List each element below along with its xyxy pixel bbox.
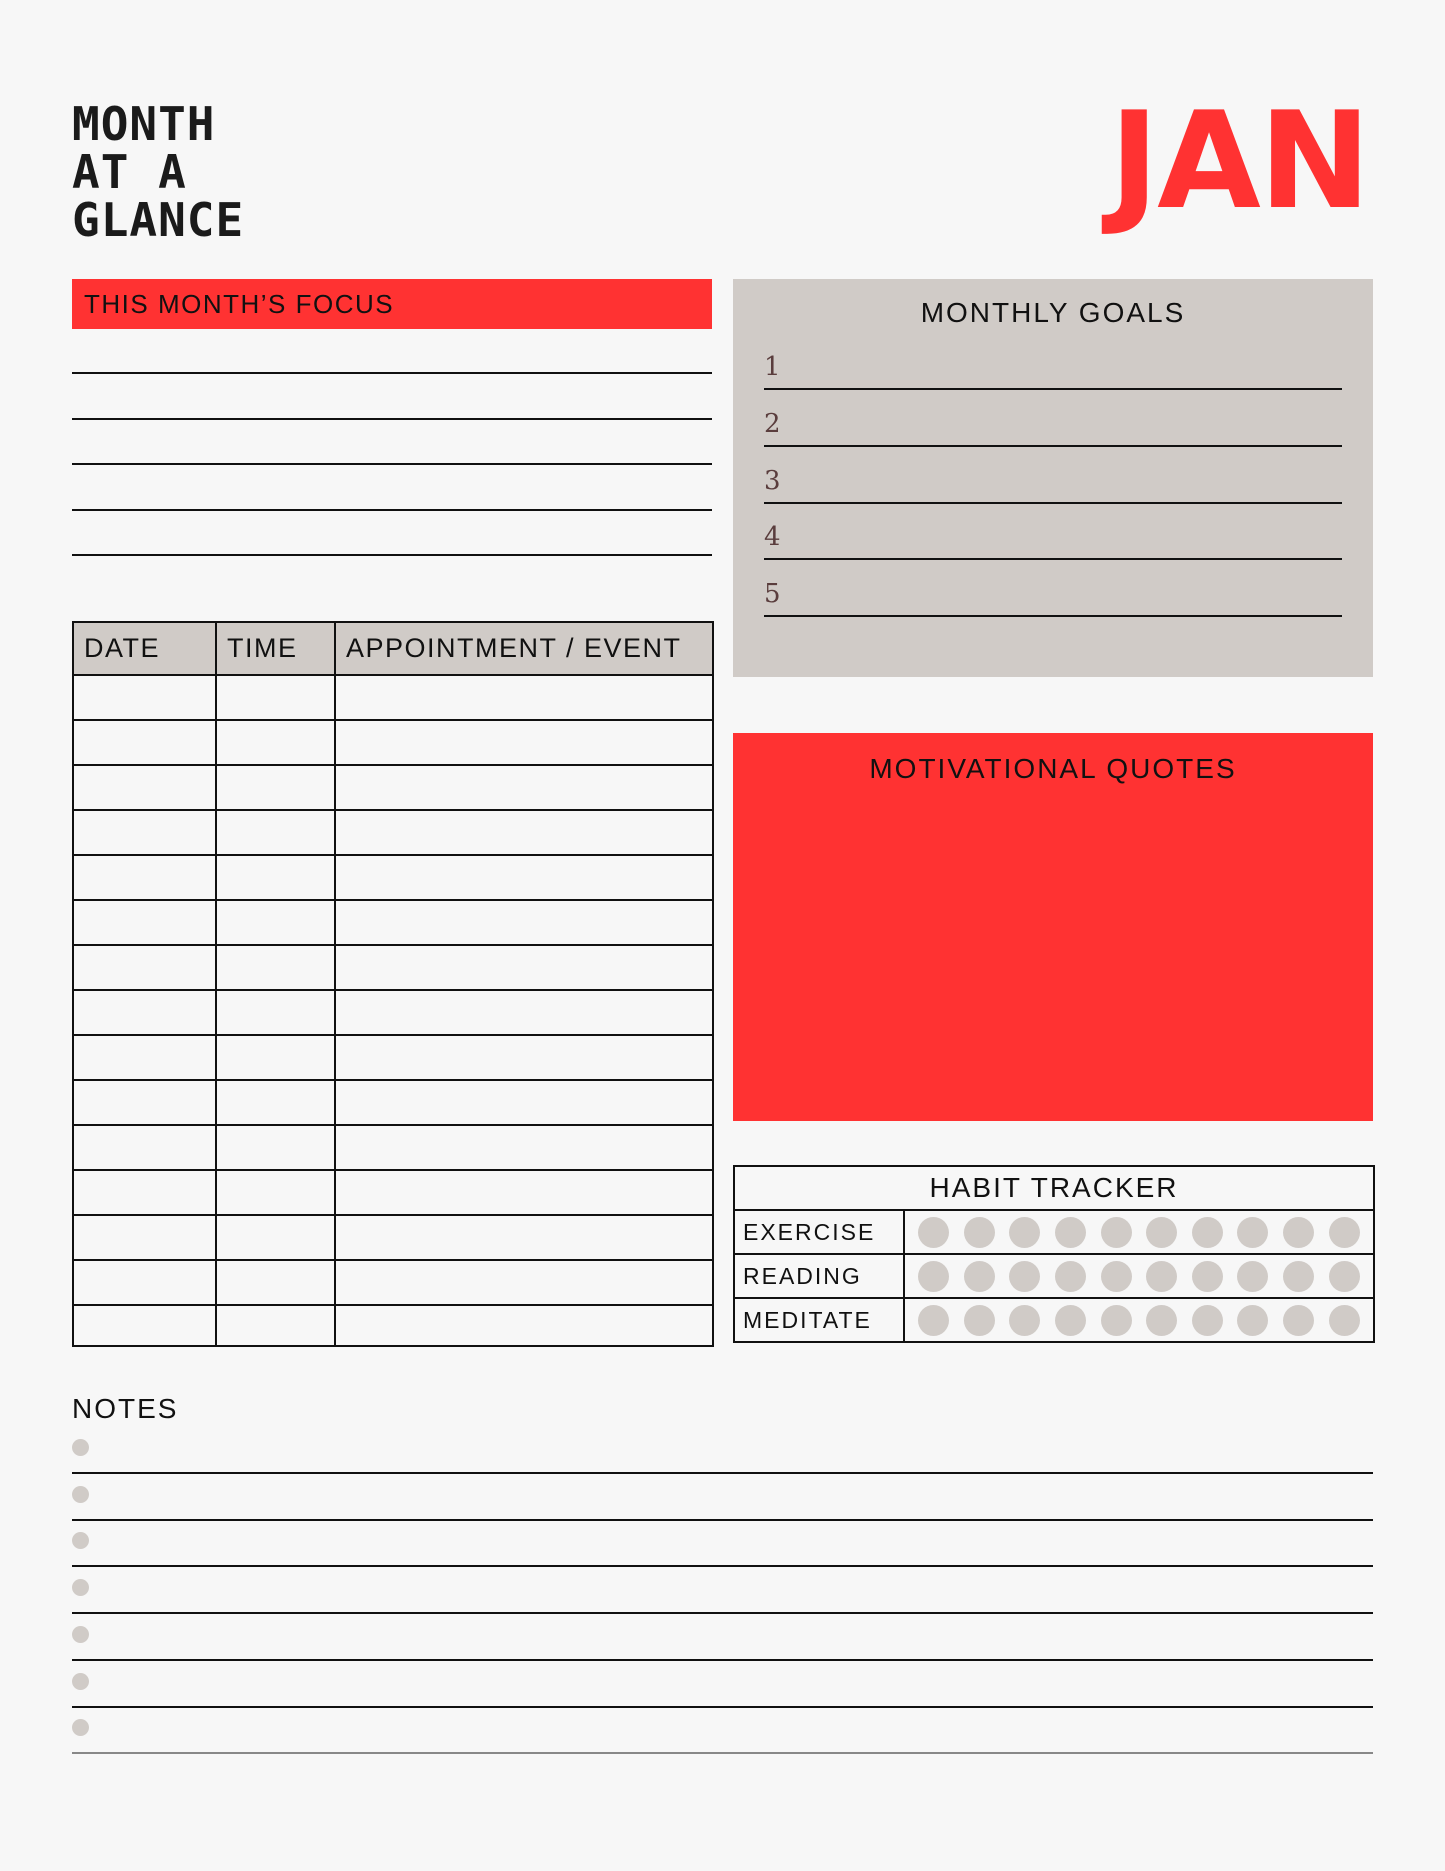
notes-title: NOTES (72, 1393, 179, 1424)
table-row (73, 900, 713, 945)
habit-check-dot[interactable] (1283, 1217, 1314, 1248)
habit-check-dot[interactable] (964, 1305, 995, 1336)
habit-check-dot[interactable] (1009, 1261, 1040, 1292)
bullet-icon (72, 1486, 89, 1503)
habit-dots (905, 1300, 1373, 1340)
habit-check-dot[interactable] (1101, 1217, 1132, 1248)
goal-number: 4 (764, 522, 781, 552)
note-line[interactable] (72, 1567, 1373, 1614)
time-cell[interactable] (216, 810, 335, 855)
goal-row[interactable] (764, 561, 1342, 617)
event-cell[interactable] (335, 990, 713, 1035)
date-cell[interactable] (73, 675, 216, 720)
time-cell[interactable] (216, 1215, 335, 1260)
habit-check-dot[interactable] (1237, 1305, 1268, 1336)
habit-check-dot[interactable] (1146, 1261, 1177, 1292)
event-cell[interactable] (335, 1260, 713, 1305)
habit-check-dot[interactable] (1009, 1305, 1040, 1336)
page-title (72, 97, 392, 247)
title-line-3: GLANCE (72, 193, 245, 247)
focus-write-line[interactable] (72, 554, 712, 556)
bullet-icon (72, 1719, 89, 1736)
date-cell[interactable] (73, 990, 216, 1035)
time-cell[interactable] (216, 945, 335, 990)
habit-check-dot[interactable] (1192, 1305, 1223, 1336)
habit-check-dot[interactable] (918, 1261, 949, 1292)
habit-check-dot[interactable] (1055, 1217, 1086, 1248)
event-cell[interactable] (335, 1215, 713, 1260)
goal-number: 5 (764, 579, 781, 609)
table-row (73, 675, 713, 720)
note-line[interactable] (72, 1474, 1373, 1521)
habit-check-dot[interactable] (964, 1217, 995, 1248)
habit-check-dot[interactable] (1055, 1305, 1086, 1336)
date-cell[interactable] (73, 810, 216, 855)
column-header-date: DATE (73, 622, 216, 675)
note-line[interactable] (72, 1520, 1373, 1567)
date-cell[interactable] (73, 945, 216, 990)
goal-number: 2 (764, 409, 781, 439)
month-name: JAN (1109, 83, 1369, 239)
bullet-icon (72, 1532, 89, 1549)
goal-number: 3 (764, 466, 781, 496)
habit-row-exercise (734, 1210, 1374, 1254)
date-cell[interactable] (73, 1035, 216, 1080)
date-cell[interactable] (73, 720, 216, 765)
focus-write-line[interactable] (72, 509, 712, 511)
table-row (73, 1170, 713, 1215)
table-row (73, 1260, 713, 1305)
habit-dots (905, 1212, 1373, 1252)
habit-check-dot[interactable] (918, 1305, 949, 1336)
habit-check-dot[interactable] (1237, 1217, 1268, 1248)
time-cell[interactable] (216, 1035, 335, 1080)
date-cell[interactable] (73, 765, 216, 810)
habit-check-dot[interactable] (1192, 1261, 1223, 1292)
note-line[interactable] (72, 1661, 1373, 1708)
habit-check-dot[interactable] (964, 1261, 995, 1292)
time-cell[interactable] (216, 1260, 335, 1305)
habit-check-dot[interactable] (918, 1217, 949, 1248)
bullet-icon (72, 1439, 89, 1456)
table-row (73, 810, 713, 855)
table-row (73, 855, 713, 900)
habit-dots (905, 1256, 1373, 1296)
focus-write-line[interactable] (72, 372, 712, 374)
habit-check-dot[interactable] (1192, 1217, 1223, 1248)
note-line[interactable] (72, 1427, 1373, 1474)
table-row (73, 990, 713, 1035)
goal-row[interactable] (764, 448, 1342, 504)
habit-check-dot[interactable] (1146, 1217, 1177, 1248)
title-line-2: AT A (72, 145, 187, 199)
date-cell[interactable] (73, 1215, 216, 1260)
table-row (73, 1125, 713, 1170)
date-cell[interactable] (73, 1305, 216, 1346)
bullet-icon (72, 1626, 89, 1643)
table-row (73, 1035, 713, 1080)
goals-title: MONTHLY GOALS (920, 297, 1186, 328)
time-cell[interactable] (216, 1170, 335, 1215)
event-cell[interactable] (335, 1125, 713, 1170)
habit-label: READING (734, 1254, 904, 1298)
bullet-icon (72, 1579, 89, 1596)
time-cell[interactable] (216, 1305, 335, 1346)
event-cell[interactable] (335, 1305, 713, 1346)
time-cell[interactable] (216, 720, 335, 765)
table-row (73, 720, 713, 765)
habit-tracker (733, 1165, 1375, 1343)
event-cell[interactable] (335, 1035, 713, 1080)
column-header-event: APPOINTMENT / EVENT (335, 622, 713, 675)
monthly-goals-panel (733, 279, 1373, 677)
habit-check-dot[interactable] (1237, 1261, 1268, 1292)
date-cell[interactable] (73, 1125, 216, 1170)
event-cell[interactable] (335, 945, 713, 990)
habit-tracker-title: HABIT TRACKER (734, 1166, 1374, 1210)
date-cell[interactable] (73, 1260, 216, 1305)
habit-check-dot[interactable] (1101, 1261, 1132, 1292)
date-cell[interactable] (73, 1080, 216, 1125)
date-cell[interactable] (73, 1170, 216, 1215)
goal-row[interactable] (764, 504, 1342, 560)
time-cell[interactable] (216, 990, 335, 1035)
motivational-quotes-panel (733, 733, 1373, 1121)
table-row (73, 945, 713, 990)
event-cell[interactable] (335, 810, 713, 855)
habit-check-dot[interactable] (1329, 1217, 1360, 1248)
quotes-title: MOTIVATIONAL QUOTES (869, 753, 1237, 784)
habit-check-dot[interactable] (1009, 1217, 1040, 1248)
habit-label: MEDITATE (734, 1298, 904, 1342)
habit-label: EXERCISE (734, 1210, 904, 1254)
focus-write-line[interactable] (72, 418, 712, 420)
note-line[interactable] (72, 1614, 1373, 1661)
focus-header: THIS MONTH’S FOCUS (72, 279, 712, 329)
time-cell[interactable] (216, 1080, 335, 1125)
habit-check-dot[interactable] (1101, 1305, 1132, 1336)
event-cell[interactable] (335, 855, 713, 900)
time-cell[interactable] (216, 855, 335, 900)
table-row (73, 1080, 713, 1125)
note-line[interactable] (72, 1707, 1373, 1754)
event-cell[interactable] (335, 1170, 713, 1215)
appointment-table (72, 621, 714, 1347)
time-cell[interactable] (216, 675, 335, 720)
time-cell[interactable] (216, 765, 335, 810)
event-cell[interactable] (335, 1080, 713, 1125)
goal-number: 1 (764, 352, 781, 382)
time-cell[interactable] (216, 1125, 335, 1170)
habit-row-reading (734, 1254, 1374, 1298)
goal-row[interactable] (764, 334, 1342, 390)
goal-row[interactable] (764, 391, 1342, 447)
date-cell[interactable] (73, 855, 216, 900)
table-row (73, 1305, 713, 1346)
column-header-time: TIME (216, 622, 335, 675)
table-row (73, 765, 713, 810)
focus-write-line[interactable] (72, 463, 712, 465)
event-cell[interactable] (335, 765, 713, 810)
event-cell[interactable] (335, 675, 713, 720)
habit-check-dot[interactable] (1329, 1305, 1360, 1336)
habit-row-meditate (734, 1298, 1374, 1342)
title-line-1: MONTH (72, 97, 216, 151)
table-header-row (73, 622, 713, 675)
habit-check-dot[interactable] (1283, 1305, 1314, 1336)
appointment-rows (73, 675, 713, 1346)
habit-check-dot[interactable] (1329, 1261, 1360, 1292)
table-row (73, 1215, 713, 1260)
habit-check-dot[interactable] (1055, 1261, 1086, 1292)
event-cell[interactable] (335, 720, 713, 765)
time-cell[interactable] (216, 900, 335, 945)
event-cell[interactable] (335, 900, 713, 945)
habit-check-dot[interactable] (1283, 1261, 1314, 1292)
date-cell[interactable] (73, 900, 216, 945)
habit-check-dot[interactable] (1146, 1305, 1177, 1336)
bullet-icon (72, 1673, 89, 1690)
